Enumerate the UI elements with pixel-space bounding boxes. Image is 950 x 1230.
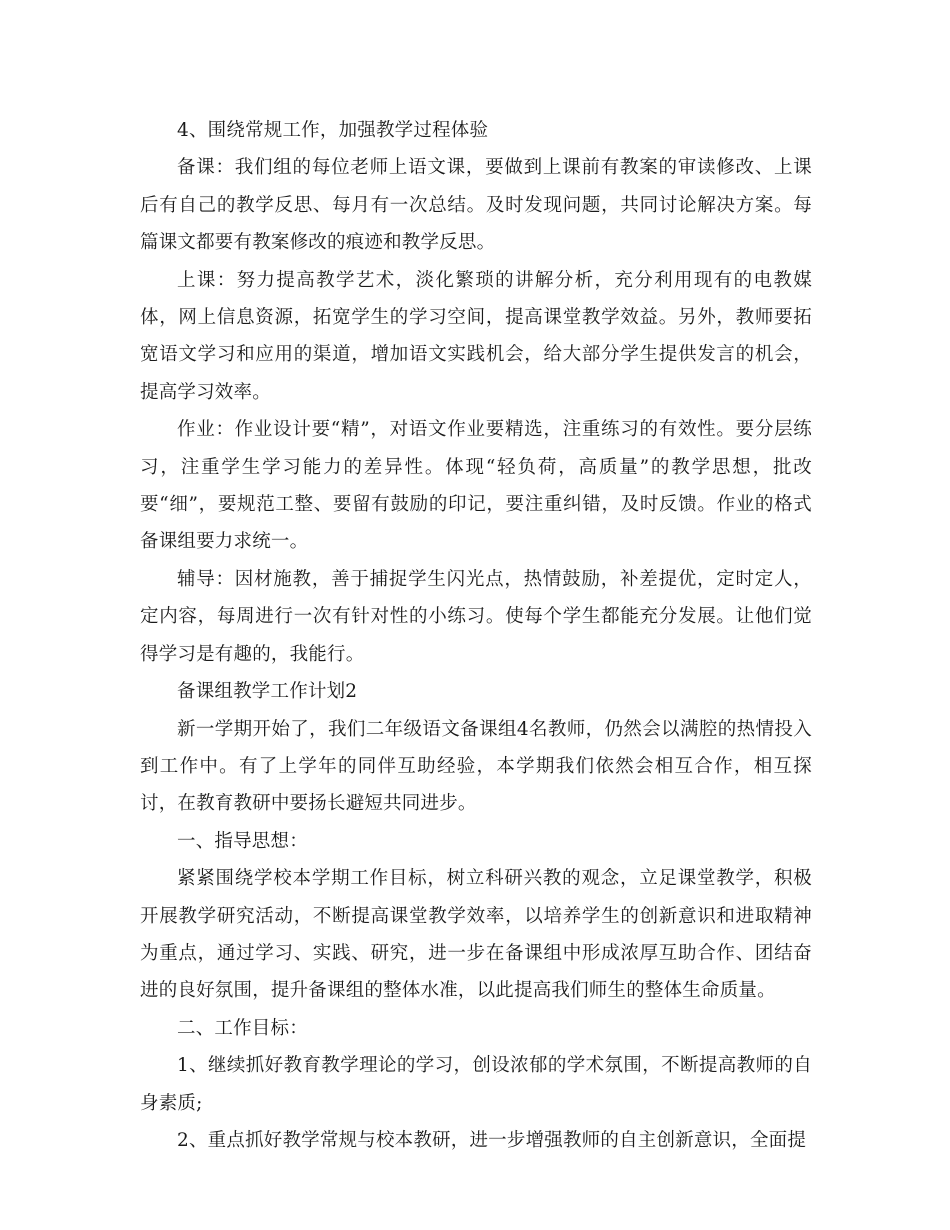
section-heading-work-goals: 二、工作目标：: [177, 1017, 308, 1039]
paragraph-homework: 作业：作业设计要“精”，对语文作业要精选，注重练习的有效性。要分层练习，注重学生学习能力的差异性。体现“轻负荷，高质量”的教学思想，批改要“细”，要规范工整、要留有鼓励的印记，要注重纠错，及时反馈。作业的格式备课组要力求统一。: [140, 419, 812, 553]
paragraph-tutoring: 辅导：因材施教，善于捕捉学生闪光点，热情鼓励，补差提优，定时定人，定内容，每周进行一次有针对性的小练习。使每个学生都能充分发展。让他们觉得学习是有趣的，我能行。: [140, 568, 812, 665]
paragraph-goal-1: 1、继续抓好教育教学理论的学习，创设浓郁的学术氛围，不断提高教师的自身素质;: [140, 1055, 812, 1114]
section-heading-guiding-ideology: 一、指导思想：: [177, 830, 308, 852]
paragraph-goal-2: 2、重点抓好教学常规与校本教研，进一步增强教师的自主创新意识，全面提: [177, 1129, 807, 1151]
paragraph-intro: 新一学期开始了，我们二年级语文备课组4名教师，仍然会以满腔的热情投入到工作中。有了上学年的同伴互助经验，本学期我们依然会相互合作，相互探讨，在教育教研中要扬长避短共同进步。: [140, 718, 812, 815]
paragraph-teaching: 上课：努力提高教学艺术，淡化繁琐的讲解分析，充分利用现有的电教媒体，网上信息资源，拓宽学生的学习空间，提高课堂教学效益。另外，教师要拓宽语文学习和应用的渠道，增加语文实践机会，给大部分学生提供发言的机会，提高学习效率。: [140, 269, 812, 403]
paragraph-guiding-ideology: 紧紧围绕学校本学期工作目标，树立科研兴教的观念，立足课堂教学，积极开展教学研究活动，不断提高课堂教学效率，以培养学生的创新意识和进取精神为重点，通过学习、实践、研究，进一步在备课组中形成浓厚互助合作、团结奋进的良好氛围，提升备课组的整体水准，以此提高我们师生的整体生命质量。: [140, 868, 812, 1002]
section-title-plan-2: 备课组教学工作计划2: [177, 681, 358, 703]
paragraph-lesson-prep: 备课：我们组的每位老师上语文课，要做到上课前有教案的审读修改、上课后有自己的教学反思、每月有一次总结。及时发现问题，共同讨论解决方案。每篇课文都要有教案修改的痕迹和教学反思。: [140, 157, 812, 254]
section-heading-routine-work: 4、围绕常规工作，加强教学过程体验: [177, 120, 489, 141]
document-body: [140, 112, 812, 1159]
